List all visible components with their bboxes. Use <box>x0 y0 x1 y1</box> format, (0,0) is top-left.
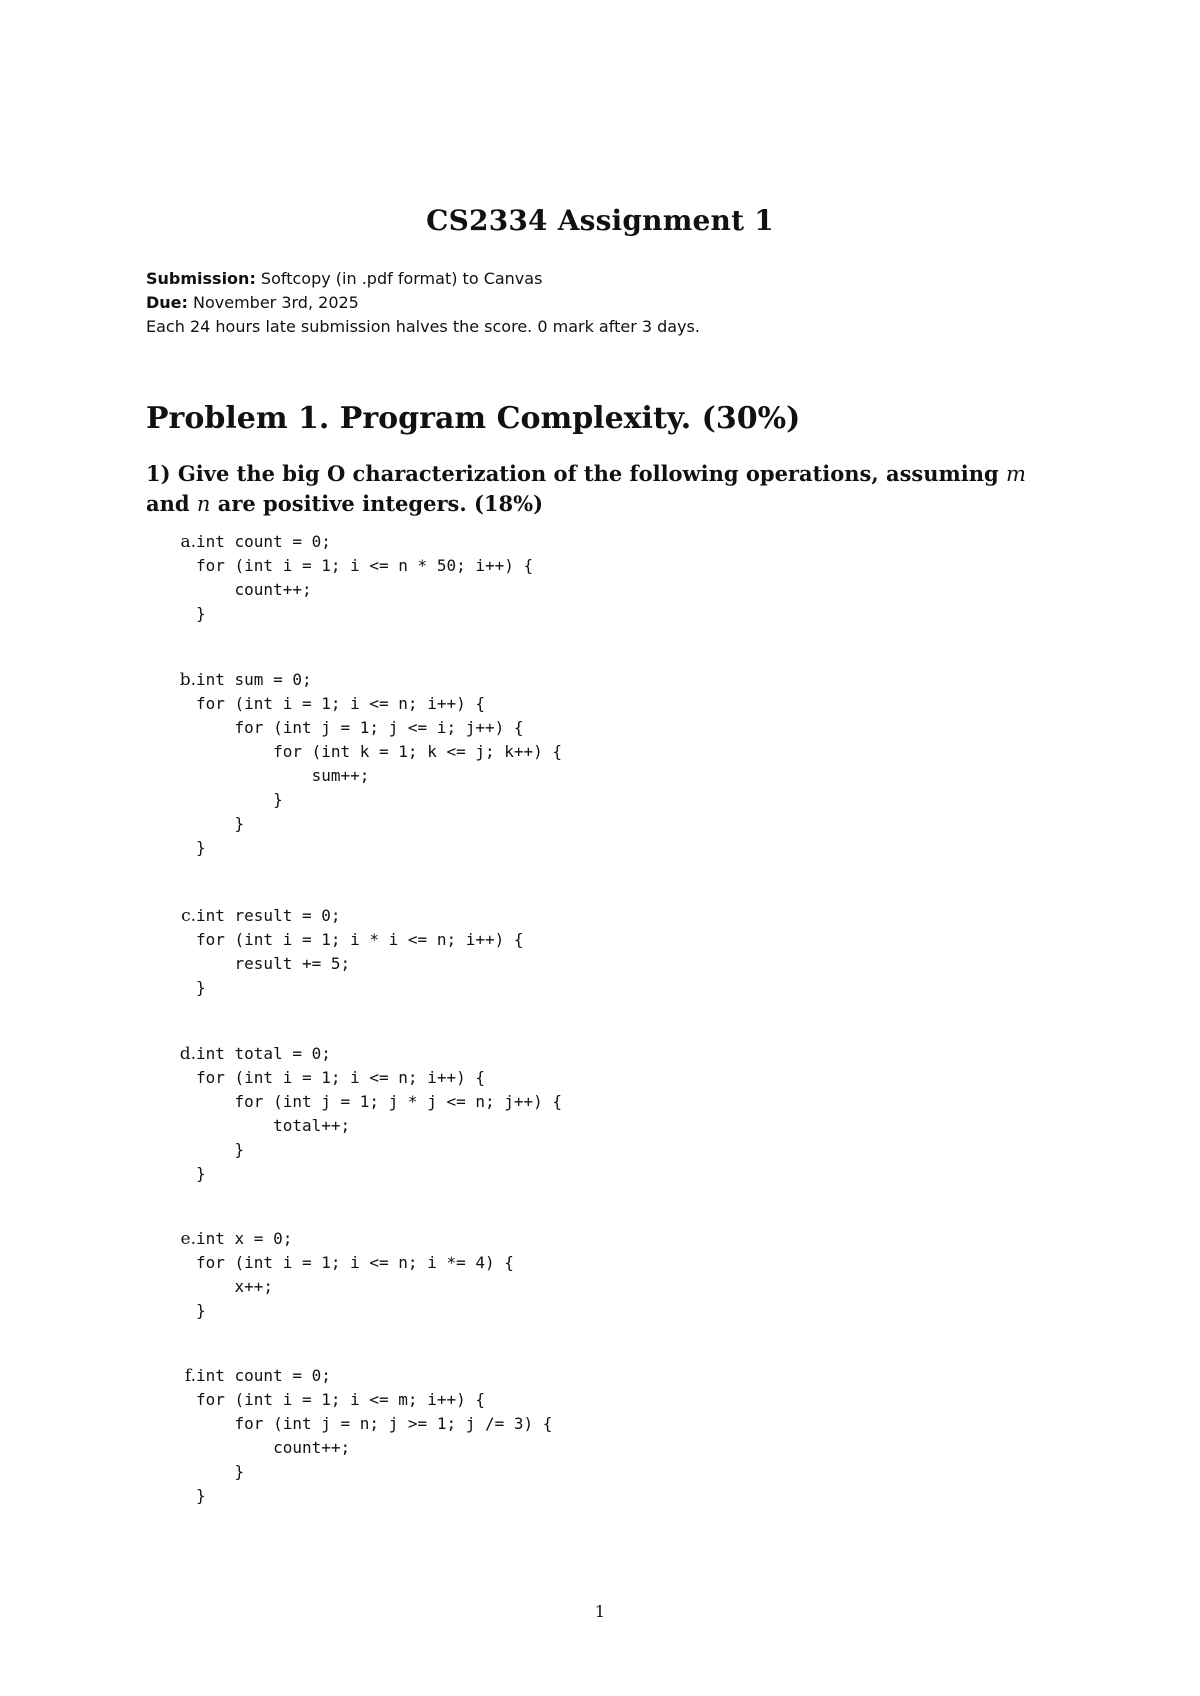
item-letter: c. <box>181 906 196 926</box>
question-part3: are positive integers. (18%) <box>210 491 544 516</box>
submission-label: Submission: <box>146 269 256 288</box>
due-label: Due: <box>146 293 188 312</box>
document-title: CS2334 Assignment 1 <box>426 204 774 237</box>
item-letter: e. <box>180 1229 196 1249</box>
variable-n: n <box>196 492 211 516</box>
variable-m: m <box>1005 462 1026 486</box>
submission-info <box>146 267 1146 339</box>
due-text: November 3rd, 2025 <box>187 293 359 312</box>
due-line <box>146 291 1146 315</box>
item-letter: a. <box>180 532 196 552</box>
code-block: int count = 0; for (int i = 1; i <= m; i++) { for (int j = n; j >= 1; j /= 3) { count++; } } <box>196 1366 553 1505</box>
item-letter: d. <box>179 1044 196 1064</box>
question-part2: and <box>146 491 197 516</box>
submission-text: Softcopy (in .pdf format) to Canvas <box>255 269 543 288</box>
late-policy: Each 24 hours late submission halves the score. 0 mark after 3 days. <box>146 317 700 336</box>
code-block: int total = 0; for (int i = 1; i <= n; i++) { for (int j = 1; j * j <= n; j++) { total++; } } <box>196 1044 563 1183</box>
code-block: int sum = 0; for (int i = 1; i <= n; i++) { for (int j = 1; j <= i; j++) { for (int k = 1; k <= j; k++) { sum++; } } } <box>196 670 563 857</box>
question-part1: 1) Give the big O characterization of the following operations, assuming <box>146 461 1006 486</box>
code-block: int count = 0; for (int i = 1; i <= n * 50; i++) { count++; } <box>196 532 534 623</box>
code-block: int result = 0; for (int i = 1; i * i <= n; i++) { result += 5; } <box>196 906 524 997</box>
problem-title: Problem 1. Program Complexity. (30%) <box>146 401 801 436</box>
page-number: 1 <box>594 1602 606 1621</box>
item-letter: f. <box>184 1366 196 1386</box>
item-letter: b. <box>179 670 196 690</box>
code-block: int x = 0; for (int i = 1; i <= n; i *= 4) { x++; } <box>196 1229 514 1320</box>
question-text <box>146 459 1066 519</box>
submission-line <box>146 267 1146 291</box>
